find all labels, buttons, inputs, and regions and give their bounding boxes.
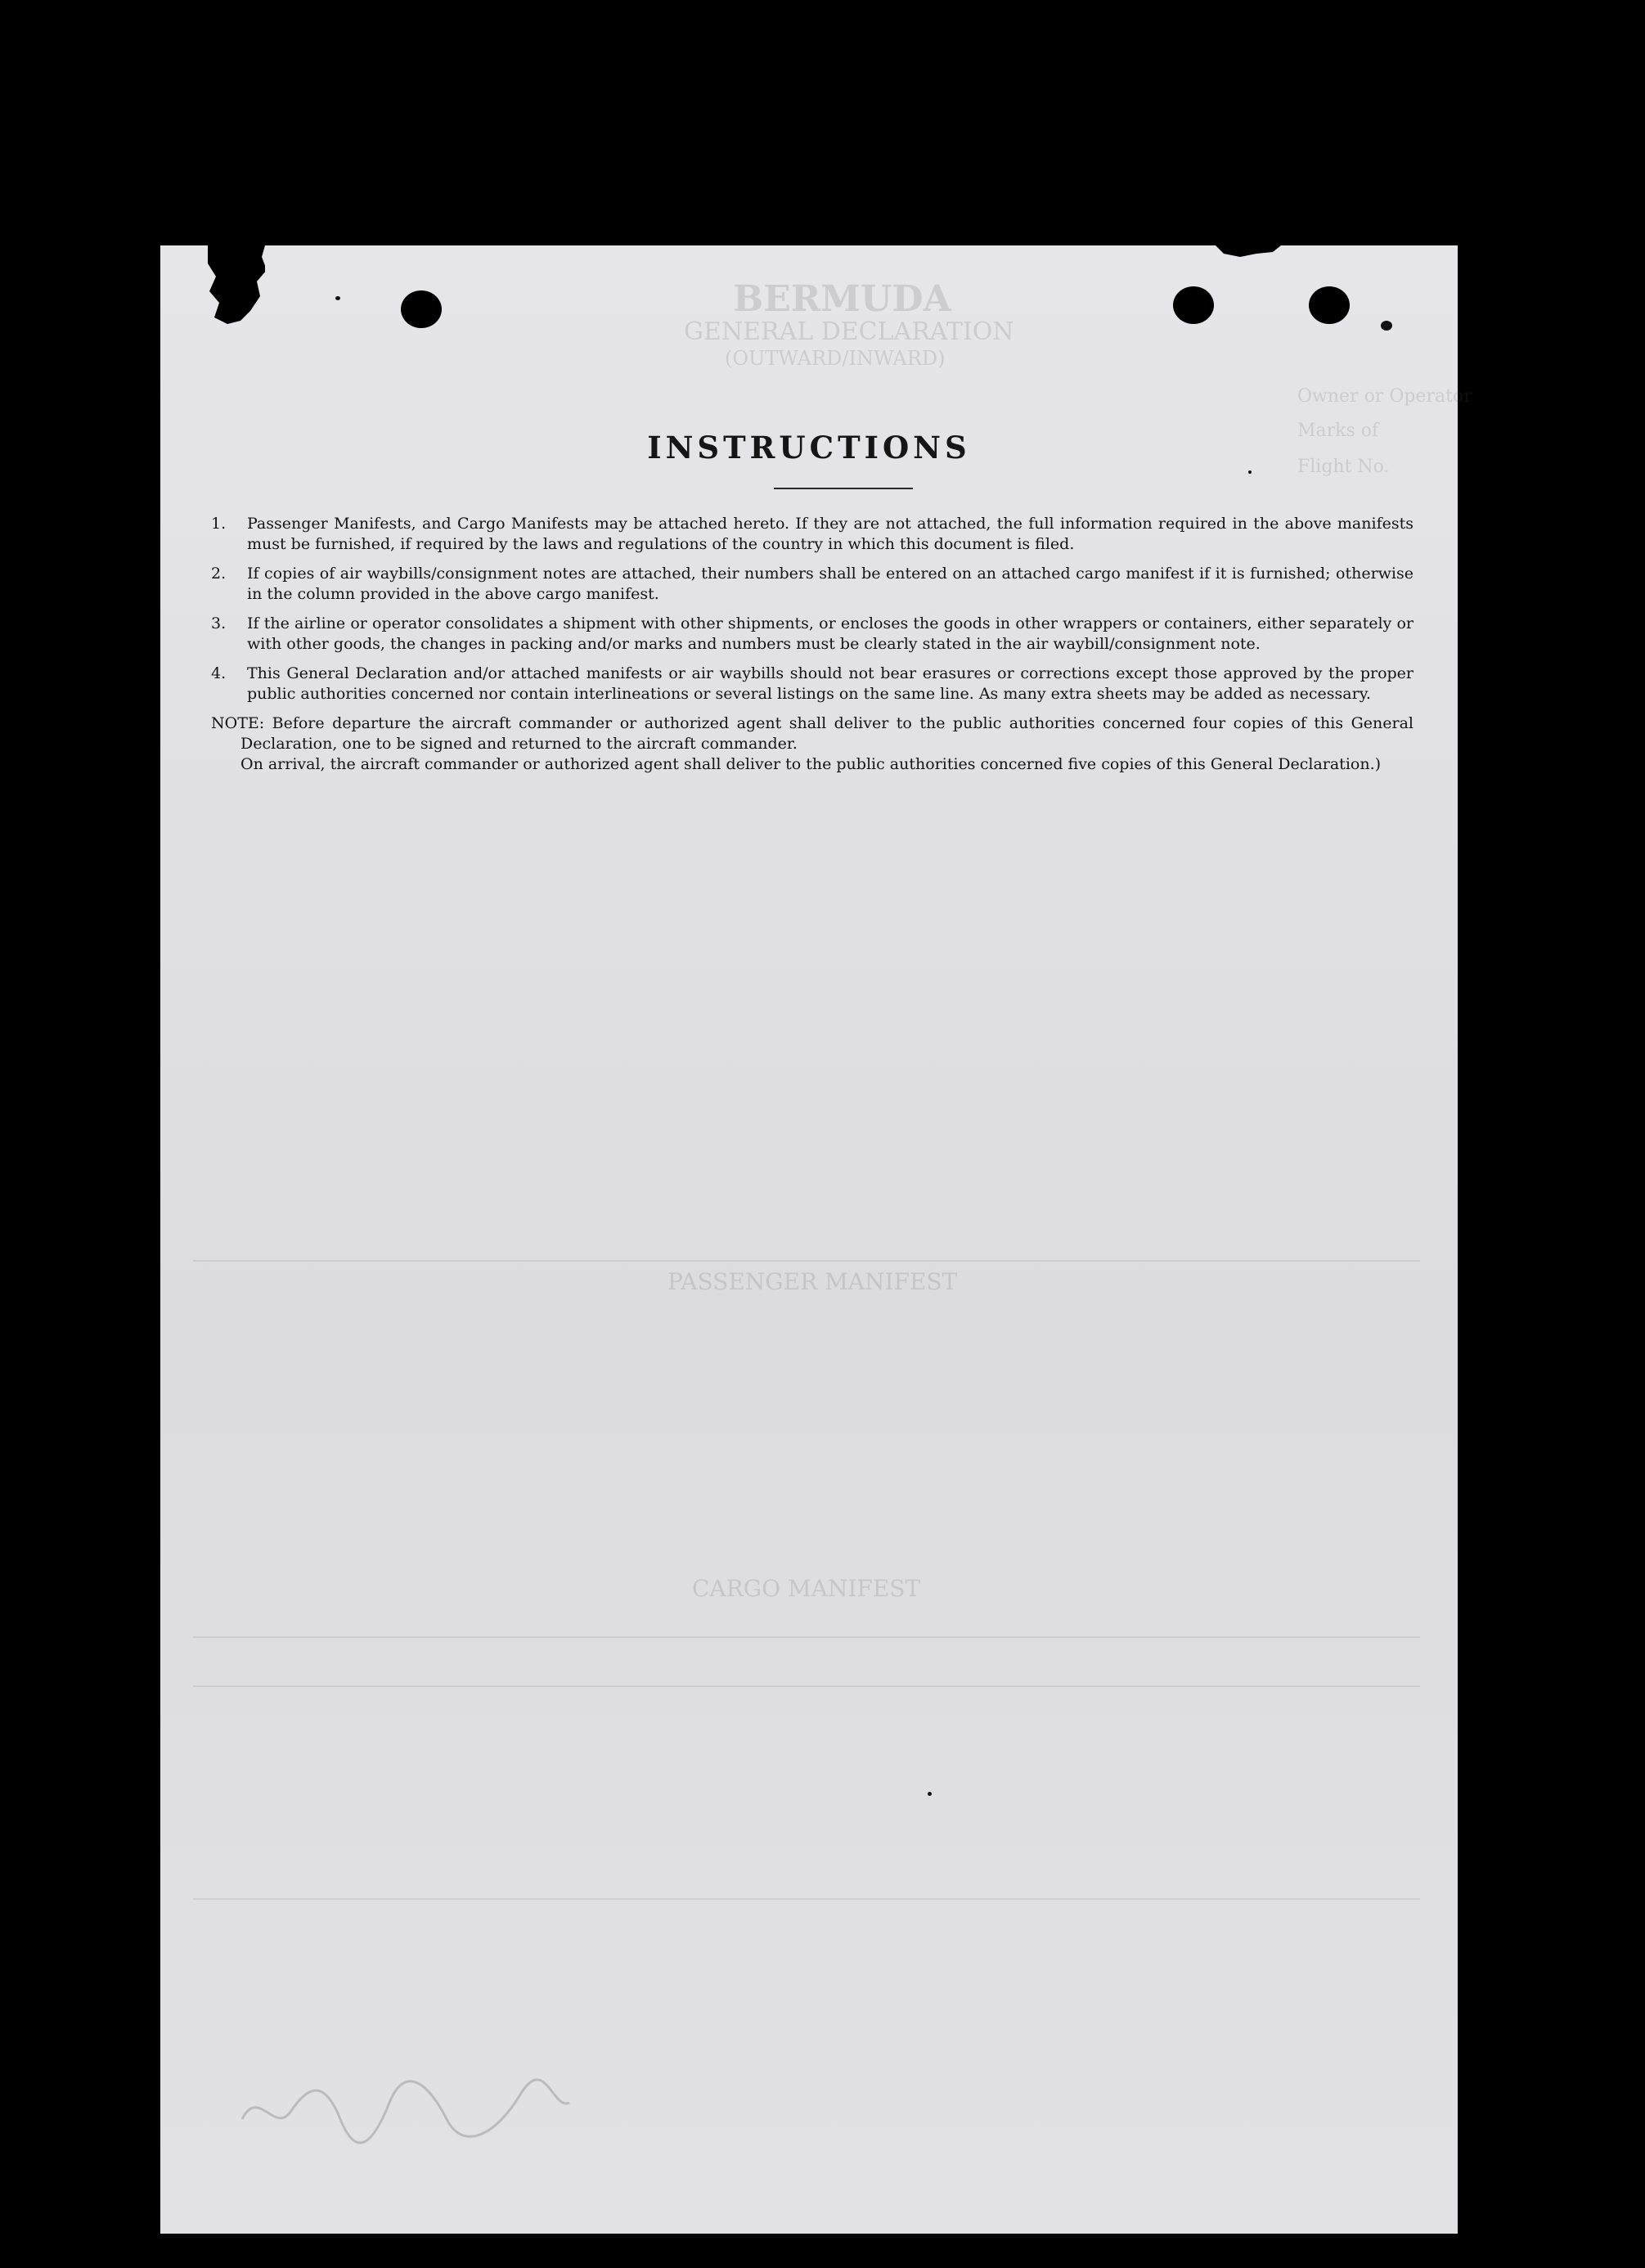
- bleed-rule: [193, 1260, 1420, 1262]
- page-title: INSTRUCTIONS: [647, 430, 971, 466]
- instruction-item: [211, 514, 1414, 555]
- bleed-title: BERMUDA: [733, 278, 951, 320]
- bleed-direction: (OUTWARD/INWARD): [725, 347, 946, 370]
- item-text: This General Declaration and/or attached manifests or air waybills should not bear erasures or corrections except those approved by the proper public authorities concerned nor contain interlineations or several listings on the same line. As many extra sheets may be added as necessary.: [247, 664, 1414, 703]
- bleed-marks: Marks of: [1297, 421, 1379, 441]
- instruction-item: [211, 564, 1414, 605]
- speck: [928, 1792, 932, 1796]
- speck: [1248, 470, 1252, 474]
- signature-scribble: [234, 2062, 578, 2152]
- punch-hole-right: [1309, 286, 1350, 324]
- torn-edge: [1216, 245, 1281, 262]
- title-underline: [774, 488, 913, 489]
- bleed-cargo-manifest: CARGO MANIFEST: [692, 1575, 921, 1602]
- item-text: If the airline or operator consolidates a shipment with other shipments, or encloses the goods in other wrappers or containers, either separately or with other goods, the changes in packing and/or marks and numbers must be clearly stated in the air waybill/consignment note.: [247, 614, 1414, 653]
- bleed-rule: [193, 1685, 1420, 1687]
- bleed-subtitle: GENERAL DECLARATION: [684, 317, 1014, 346]
- note-departure: NOTE: Before departure the aircraft commander or authorized agent shall deliver to the public authorities concerned four copies of this General Declaration, one to be signed and returned to the aircraft commander.: [211, 714, 1414, 753]
- instruction-item: [211, 664, 1414, 704]
- bleed-rule: [193, 1898, 1420, 1900]
- bleed-passenger-manifest: PASSENGER MANIFEST: [667, 1268, 958, 1295]
- item-text: If copies of air waybills/consignment notes are attached, their numbers shall be entered on an attached cargo manifest if it is furnished; otherwise in the column provided in the above cargo manifest.: [247, 565, 1414, 603]
- bleed-operator: Owner or Operator: [1297, 386, 1472, 407]
- speck: [1381, 321, 1392, 331]
- speck: [335, 296, 340, 300]
- instructions-body: [211, 514, 1414, 775]
- item-text: Passenger Manifests, and Cargo Manifests may be attached hereto. If they are not attached, the full information required in the above manifests must be furnished, if required by the laws and regulations of the country in which this document is filed.: [247, 515, 1414, 553]
- item-number: 3.: [211, 614, 227, 632]
- punch-hole-left: [401, 290, 442, 328]
- document-page: [160, 245, 1472, 2234]
- note-arrival: On arrival, the aircraft commander or authorized agent shall deliver to the public authorities concerned five copies of this General Declaration.): [240, 755, 1382, 773]
- item-number: 4.: [211, 664, 227, 682]
- bleed-flight: Flight No.: [1297, 457, 1390, 477]
- item-number: 2.: [211, 565, 227, 583]
- torn-corner: [208, 245, 265, 327]
- punch-hole-center: [1173, 286, 1214, 324]
- bleed-rule: [193, 1636, 1420, 1638]
- instruction-item: [211, 614, 1414, 655]
- item-number: 1.: [211, 515, 227, 533]
